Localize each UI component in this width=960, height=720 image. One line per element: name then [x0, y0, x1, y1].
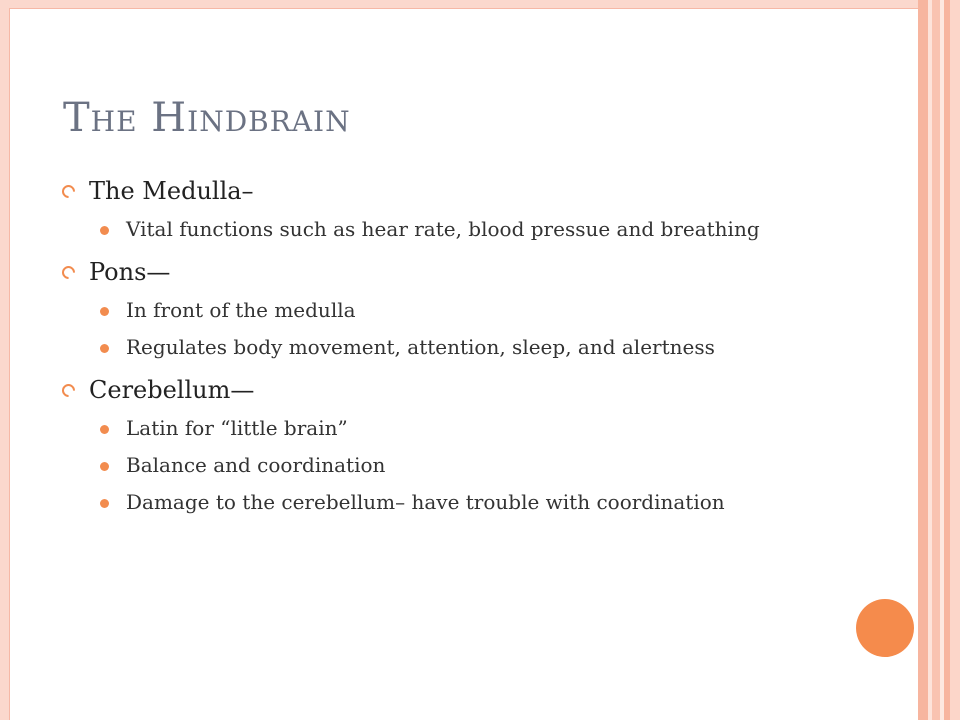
section-medulla: [62, 174, 862, 245]
sub-bullet: [62, 295, 862, 326]
bullet-level-1: [62, 255, 862, 289]
right-stripe: [950, 0, 960, 720]
arc-bullet-icon: [59, 381, 77, 399]
sub-bullet: [62, 214, 862, 245]
section-pons: [62, 255, 862, 363]
frame-top-line: [10, 8, 918, 9]
slide-content: [62, 174, 862, 528]
dot-bullet-icon: [100, 226, 109, 235]
arc-bullet-icon: [59, 182, 77, 200]
sub-bullet-list: [62, 295, 862, 363]
arc-bullet-icon: [59, 263, 77, 281]
sub-bullet-text: Balance and coordination: [126, 453, 386, 477]
sub-bullet-text: In front of the medulla: [126, 298, 356, 322]
dot-bullet-icon: [100, 307, 109, 316]
frame-left: [0, 0, 9, 720]
section-heading: The Medulla–: [89, 177, 254, 205]
section-cerebellum: [62, 373, 862, 518]
sub-bullet: [62, 450, 862, 481]
section-heading: Cerebellum—: [89, 376, 255, 404]
sub-bullet-text: Regulates body movement, attention, sleep, and alertness: [126, 335, 715, 359]
sub-bullet-text: Latin for “little brain”: [126, 416, 348, 440]
slide-title: The Hindbrain: [63, 95, 351, 141]
right-stripe: [932, 0, 940, 720]
sub-bullet-text: Damage to the cerebellum– have trouble with coordination: [126, 490, 725, 514]
bullet-level-1: [62, 373, 862, 407]
sub-bullet: [62, 413, 862, 444]
sub-bullet: [62, 487, 862, 518]
sub-bullet-list: [62, 214, 862, 245]
dot-bullet-icon: [100, 425, 109, 434]
sub-bullet: [62, 332, 862, 363]
dot-bullet-icon: [100, 499, 109, 508]
bullet-level-1: [62, 174, 862, 208]
decorative-circle: [856, 599, 914, 657]
sub-bullet-text: Vital functions such as hear rate, blood pressue and breathing: [126, 217, 760, 241]
frame-top: [0, 0, 918, 8]
frame-left-line: [9, 0, 10, 720]
section-heading: Pons—: [89, 258, 171, 286]
right-stripe: [918, 0, 928, 720]
sub-bullet-list: [62, 413, 862, 518]
dot-bullet-icon: [100, 344, 109, 353]
dot-bullet-icon: [100, 462, 109, 471]
